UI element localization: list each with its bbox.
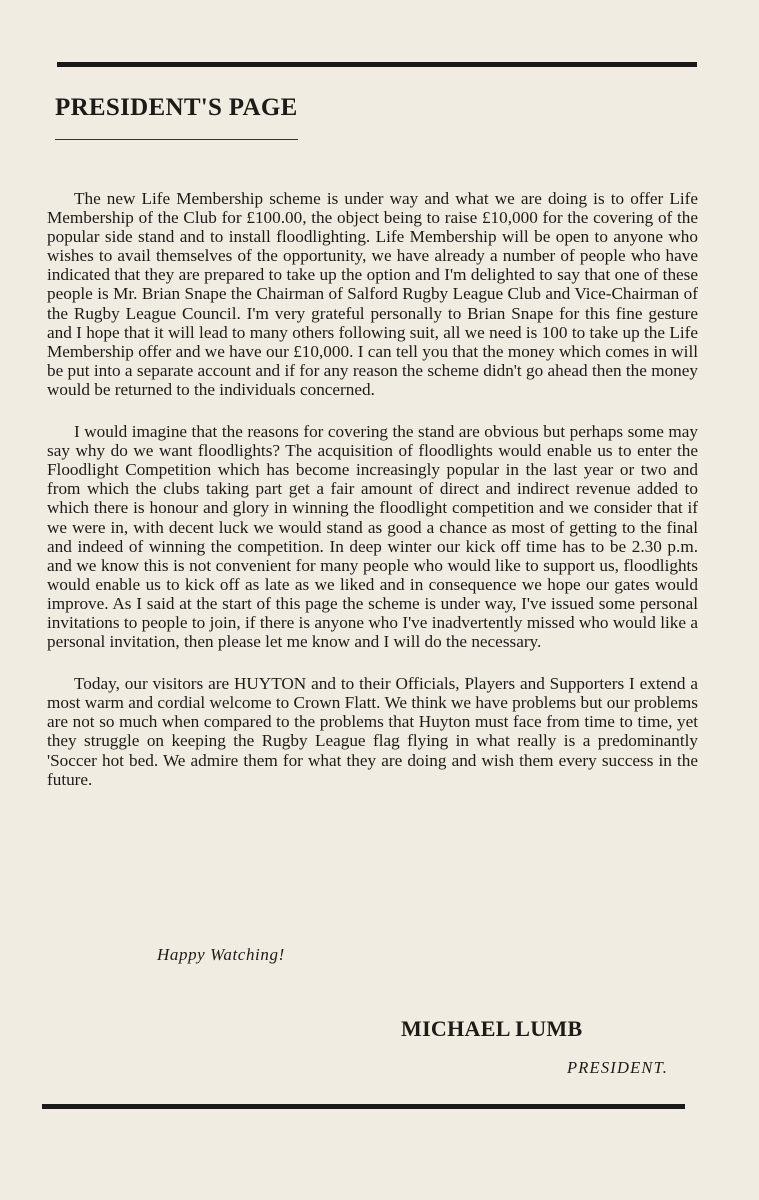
signoff-text: Happy Watching! xyxy=(157,945,285,964)
signature-title: PRESIDENT. xyxy=(567,1058,669,1077)
article-body xyxy=(47,189,698,812)
paragraph-life-membership: The new Life Membership scheme is under way and what we are doing is to offer Life Membership of the Club for £100.00, the object being to raise £10,000 for the covering of the popular side stand and to install floodlighting. Life Membership will be open to anyone who wishes to avail themselves of the opportunity, we have already a number of people who have indicated that they are prepared to take up the option and I'm delighted to say that one of these people is Mr. Brian Snape the Chairman of Salford Rugby League Club and Vice-Chairman of the Rugby League Council. I'm very grateful personally to Brian Snape for this fine gesture and I hope that it will lead to many others following suit, all we need is 100 to take up the Life Membership offer and we have our £10,000. I can tell you that the money which comes in will be put into a separate account and if for any reason the scheme didn't go ahead then the money would be returned to the individuals concerned. xyxy=(47,189,698,399)
title-underline xyxy=(55,139,298,140)
top-rule xyxy=(57,62,697,67)
paragraph-visitors: Today, our visitors are HUYTON and to their Officials, Players and Supporters I extend a most warm and cordial welcome to Crown Flatt. We think we have problems but our problems are not so much when compared to the problems that Huyton must face from time to time, yet they struggle on keeping the Rugby League flag flying in what really is a predominantly 'Soccer hot bed. We admire them for what they are doing and wish them every success in the future. xyxy=(47,674,698,789)
signature-name: MICHAEL LUMB xyxy=(401,1016,583,1041)
paragraph-floodlights: I would imagine that the reasons for covering the stand are obvious but perhaps some may say why do we want floodlights? The acquisition of floodlights would enable us to enter the Floodlight Competition which has become increasingly popular in the last year or two and from which the clubs taking part get a fair amount of direct and indirect revenue added to which there is honour and glory in winning the floodlight competition and we consider that if we were in, with decent luck we would stand as good a chance as most of getting to the final and indeed of winning the competition. In deep winter our kick off time has to be 2.30 p.m. and we know this is not convenient for many people who would like to support us, floodlights would enable us to kick off as late as we liked and in consequence we hope our gates would improve. As I said at the start of this page the scheme is under way, I've issued some personal invitations to people to join, if there is anyone who I've inadvertently missed who would like a personal invitation, then please let me know and I will do the necessary. xyxy=(47,422,698,652)
page-title: PRESIDENT'S PAGE xyxy=(55,94,298,121)
bottom-rule xyxy=(42,1104,685,1109)
